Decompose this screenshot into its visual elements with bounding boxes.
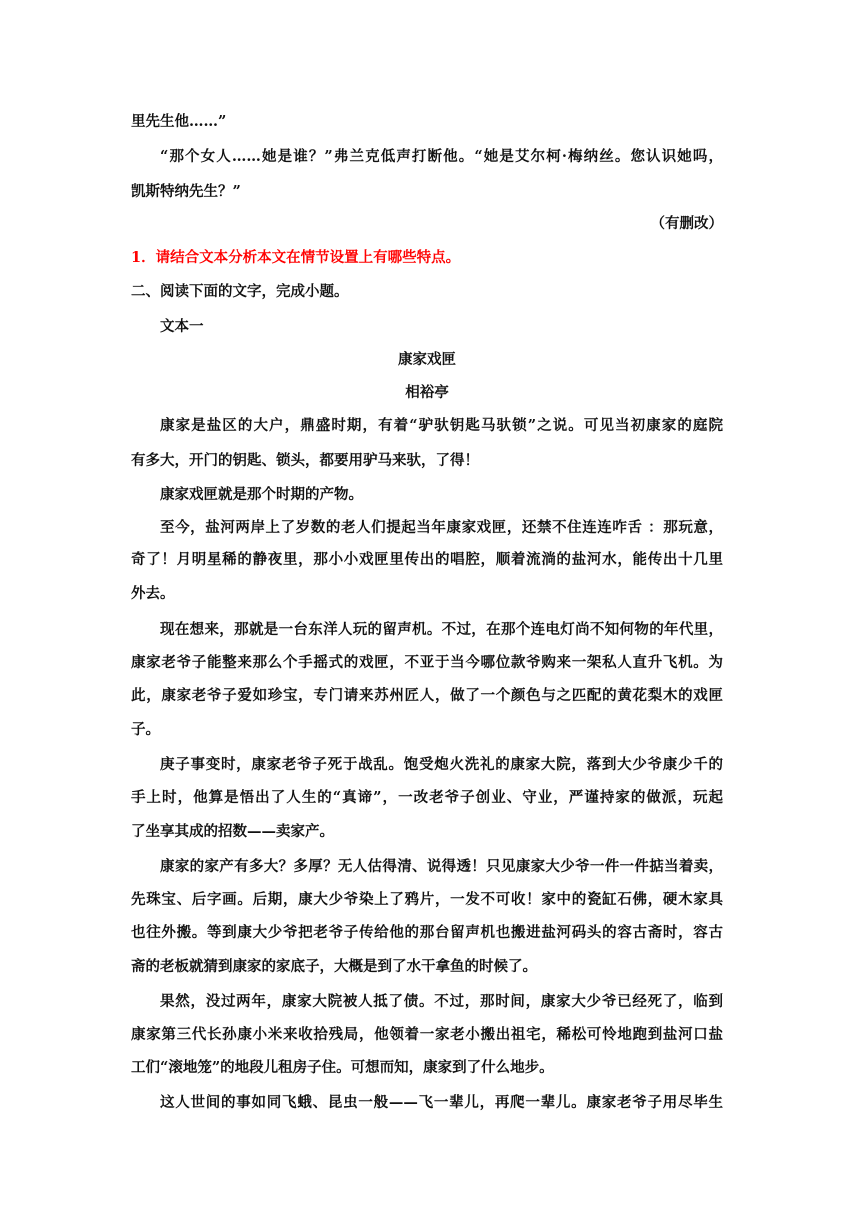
paragraph-line: 康家老爷子能整来那么个手摇式的戏匣，不亚于当今哪位款爷购来一架私人直升飞机。为 xyxy=(131,654,723,671)
story-continuation: 里先生他……” xyxy=(131,113,227,130)
article-author: 相裕亭 xyxy=(405,384,449,401)
paragraph-line: 也往外搬。等到康大少爷把老爷子传给他的那台留声机也搬进盐河码头的容古斋时，容古 xyxy=(131,924,723,941)
edit-note: （有删改） xyxy=(650,215,723,232)
paragraph-line: 了坐享其成的招数——卖家产。 xyxy=(131,823,334,840)
paragraph-line: 手上时，他算是悟出了人生的“真谛”，一改老爷子创业、守业，严谨持家的做派，玩起 xyxy=(131,789,723,806)
paragraph-line: 庚子事变时，康家老爷子死于战乱。饱受炮火洗礼的康家大院，落到大少爷康少千的 xyxy=(160,756,723,773)
paragraph-line: 这人世间的事如同飞蛾、昆虫一般——飞一辈儿，再爬一辈儿。康家老爷子用尽毕生 xyxy=(160,1094,723,1111)
article-title: 康家戏匣 xyxy=(398,351,456,368)
paragraph-line: 康家的家产有多大？多厚？无人估得清、说得透！只见康家大少爷一件一件掂当着卖， xyxy=(160,858,723,875)
paragraph-line: 现在想来，那就是一台东洋人玩的留声机。不过，在那个连电灯尚不知何物的年代里， xyxy=(160,621,723,638)
section-heading: 二、阅读下面的文字，完成小题。 xyxy=(131,283,349,300)
paragraph-line: 康家是盐区的大户，鼎盛时期，有着“驴驮钥匙马驮锁”之说。可见当初康家的庭院 xyxy=(160,417,723,434)
paragraph-line: 先珠宝、后字画。后期，康大少爷染上了鸦片，一发不可收！家中的瓷缸石佛，硬木家具 xyxy=(131,891,723,908)
paragraph-line: 康家戏匣就是那个时期的产物。 xyxy=(160,486,363,503)
paragraph-line: 工们“滚地笼”的地段儿租房子住。可想而知，康家到了什么地步。 xyxy=(131,1059,554,1076)
text-label: 文本一 xyxy=(160,318,204,335)
story-paragraph-line: “那个女人……她是谁？”弗兰克低声打断他。“她是艾尔柯·梅纳丝。您认识她吗， xyxy=(160,148,723,165)
story-paragraph-line: 凯斯特纳先生？” xyxy=(131,183,241,200)
paragraph-line: 外去。 xyxy=(131,585,175,602)
paragraph-line: 康家第三代长孙康小米来收拾残局，他领着一家老小搬出祖宅，稀松可怜地跑到盐河口盐 xyxy=(131,1026,723,1043)
paragraph-line: 斋的老板就猜到康家的家底子，大概是到了水干拿鱼的时候了。 xyxy=(131,958,537,975)
question-1: 1．请结合文本分析本文在情节设置上有哪些特点。 xyxy=(131,249,461,266)
paragraph-line: 有多大，开门的钥匙、锁头，都要用驴马来驮，了得！ xyxy=(131,452,479,469)
paragraph-line: 果然，没过两年，康家大院被人抵了债。不过，那时间，康家大少爷已经死了，临到 xyxy=(160,993,723,1010)
paragraph-line: 奇了！月明星稀的静夜里，那小小戏匣里传出的唱腔，顺着流淌的盐河水，能传出十几里 xyxy=(131,551,723,568)
paragraph-line: 至今，盐河两岸上了岁数的老人们提起当年康家戏匣，还禁不住连连咋舌 ：那玩意， xyxy=(160,519,723,536)
paragraph-line: 子。 xyxy=(131,721,160,738)
paragraph-line: 此，康家老爷子爱如珍宝，专门请来苏州匠人，做了一个颜色与之匹配的黄花梨木的戏匣 xyxy=(131,687,723,704)
